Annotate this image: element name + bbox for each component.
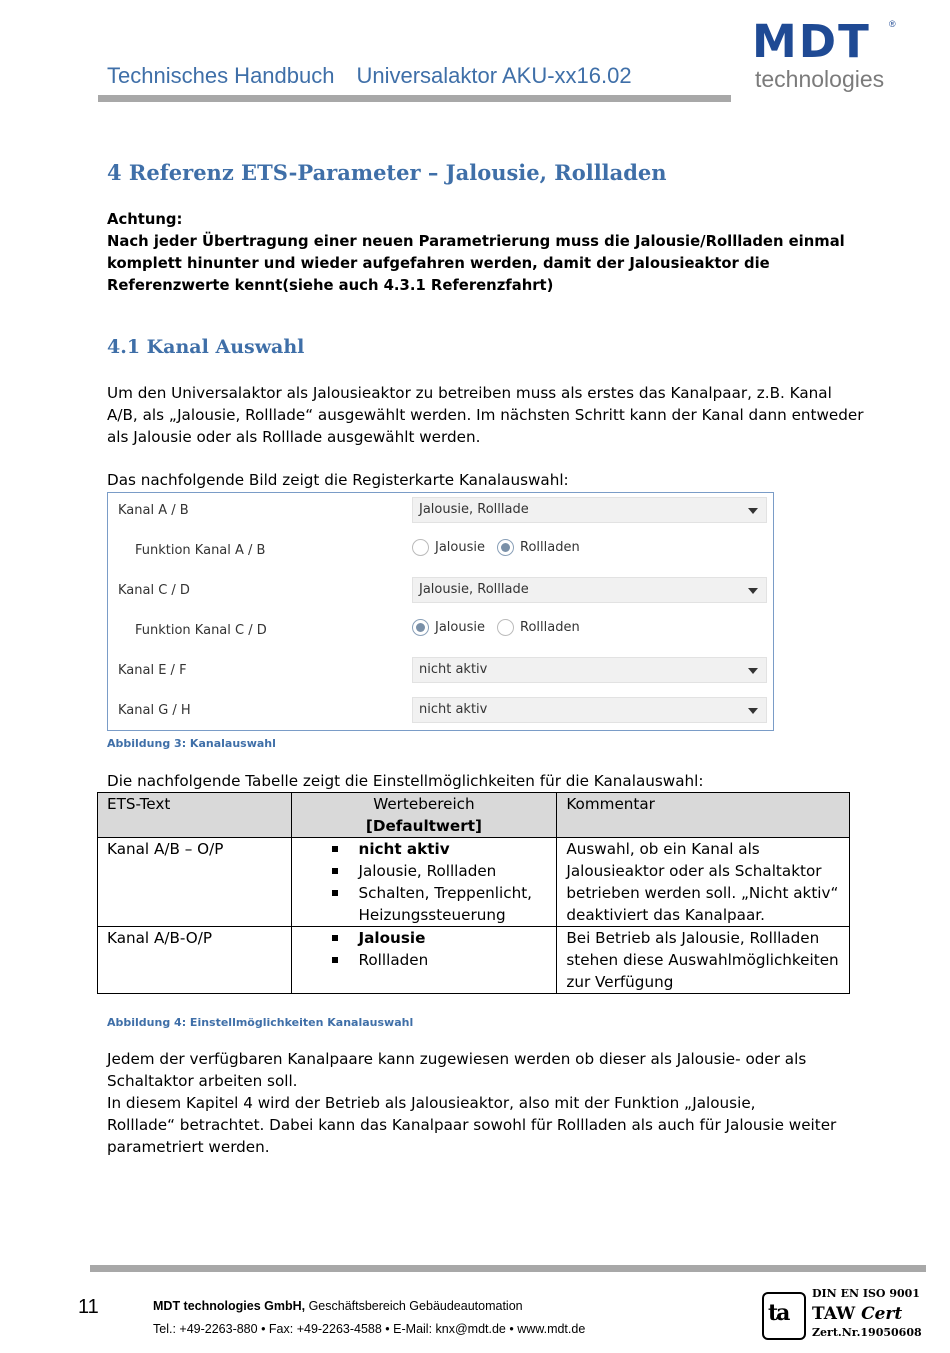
row-values — [291, 838, 557, 927]
warning-title: Achtung: — [107, 211, 183, 228]
select-value: nicht aktiv — [419, 702, 488, 717]
footer-contact: Tel.: +49-2263-880 • Fax: +49-2263-4588 • E-Mail: knx@mdt.de • www.mdt.de — [153, 1322, 586, 1336]
row-ets-text: Kanal A/B – O/P — [98, 838, 292, 927]
value-item: Schalten, Treppenlicht, Heizungssteuerung — [359, 882, 548, 926]
kanal-ef-select[interactable] — [412, 657, 767, 683]
value-item: Rollladen — [359, 949, 548, 971]
section-heading: 4 Referenz ETS-Parameter – Jalousie, Rollladen — [107, 160, 667, 185]
closing-line: In diesem Kapitel 4 wird der Betrieb als Jalousieaktor, also mit der Funktion „Jalousie, — [107, 1094, 756, 1112]
panel-label: Funktion Kanal C / D — [135, 623, 267, 638]
table-header-row — [98, 793, 850, 838]
closing-paragraph — [107, 1048, 867, 1158]
cert-text — [812, 1286, 922, 1340]
select-value: nicht aktiv — [419, 662, 488, 677]
closing-line: Schaltaktor arbeiten soll. — [107, 1072, 298, 1090]
ets-channel-selection-panel — [107, 492, 774, 731]
logo-wordmark: MDT — [752, 15, 871, 68]
closing-line: Jedem der verfügbaren Kanalpaare kann zugewiesen werden ob dieser als Jalousie- oder als — [107, 1050, 807, 1068]
chevron-down-icon — [748, 708, 758, 714]
radio-checked-icon — [412, 619, 429, 636]
closing-line: Rolllade“ betrachtet. Dabei kann das Kanalpaar sowohl für Rollladen als auch für Jalousie weiter — [107, 1116, 837, 1134]
panel-row-kanal-ab — [108, 493, 773, 533]
warning-text: Nach jeder Übertragung einer neuen Parametrierung muss die Jalousie/Rollladen einmal komplett hinunter und wieder aufgefahren werden, damit der Jalousieaktor die Referenzwerte kennt(siehe auch 4.3.1 Referenzfahrt) — [107, 233, 845, 294]
value-item-default: Jalousie — [359, 927, 548, 949]
intro-paragraph: Um den Universalaktor als Jalousieaktor zu betreiben muss als erstes das Kanalpaar, z.B. Kanal A/B, als „Jalousie, Rolllade“ ausgewählt werden. Im nächsten Schritt kann der Kanal dann entweder als Jalousie oder als Rolllade ausgewählt werden. — [107, 384, 864, 446]
cert-issuer — [812, 1302, 922, 1326]
panel-label: Kanal G / H — [118, 703, 191, 718]
cert-issuer-cert: Cert — [861, 1304, 903, 1324]
row-comment: Auswahl, ob ein Kanal als Jalousieaktor oder als Schaltaktor betrieben werden soll. „Nicht aktiv“ deaktiviert das Kanalpaar. — [557, 838, 850, 927]
closing-line: parametriert werden. — [107, 1138, 270, 1156]
company-division: Geschäftsbereich Gebäudeautomation — [305, 1299, 523, 1313]
logo-registered-mark: ® — [889, 19, 896, 29]
radio-unchecked-icon — [412, 539, 429, 556]
radio-label: Rollladen — [520, 620, 580, 635]
panel-label: Funktion Kanal A / B — [135, 543, 266, 558]
product-title: Universalaktor AKU-xx16.02 — [356, 63, 632, 88]
panel-label: Kanal A / B — [118, 503, 189, 518]
cert-issuer-taw: TAW — [812, 1304, 862, 1324]
figure-caption-3: Abbildung 3: Kanalauswahl — [107, 737, 276, 750]
manual-title: Technisches Handbuch — [107, 63, 335, 88]
mdt-logo — [752, 15, 902, 98]
kanal-gh-select[interactable] — [412, 697, 767, 723]
chevron-down-icon — [748, 508, 758, 514]
figure-caption-4: Abbildung 4: Einstellmöglichkeiten Kanalauswahl — [107, 1016, 414, 1029]
kanal-ab-select[interactable] — [412, 497, 767, 523]
header-ets-text: ETS-Text — [98, 793, 292, 838]
select-value: Jalousie, Rolllade — [419, 502, 529, 517]
row-comment: Bei Betrieb als Jalousie, Rollladen stehen diese Auswahlmöglichkeiten zur Verfügung — [557, 927, 850, 994]
row-values — [291, 927, 557, 994]
header-rule — [98, 95, 731, 102]
radio-jalousie-cd[interactable] — [412, 619, 485, 636]
panel-label: Kanal C / D — [118, 583, 190, 598]
warning-block — [107, 209, 867, 297]
cert-logo-letters: ta — [768, 1300, 789, 1326]
panel-row-kanal-ef — [108, 653, 773, 693]
figure-intro: Das nachfolgende Bild zeigt die Registerkarte Kanalauswahl: — [107, 471, 569, 489]
radio-rollladen-cd[interactable] — [497, 619, 580, 636]
header-defaultwert-label: [Defaultwert] — [365, 817, 482, 835]
panel-label: Kanal E / F — [118, 663, 187, 678]
table-row — [98, 927, 850, 994]
radio-unchecked-icon — [497, 619, 514, 636]
row-ets-text: Kanal A/B-O/P — [98, 927, 292, 994]
subsection-heading: 4.1 Kanal Auswahl — [107, 336, 305, 358]
chevron-down-icon — [748, 588, 758, 594]
panel-row-funktion-cd — [108, 613, 773, 653]
company-name: MDT technologies GmbH, — [153, 1299, 306, 1313]
cert-standard: DIN EN ISO 9001 — [812, 1287, 920, 1300]
taw-cert-logo-icon — [762, 1292, 806, 1340]
radio-jalousie-ab[interactable] — [412, 539, 485, 556]
chevron-down-icon — [748, 668, 758, 674]
table-row — [98, 838, 850, 927]
value-list — [301, 838, 548, 926]
radio-rollladen-ab[interactable] — [497, 539, 580, 556]
footer-company — [153, 1299, 523, 1313]
header-wertebereich — [291, 793, 557, 838]
panel-row-funktion-ab — [108, 533, 773, 573]
logo-tagline: technologies — [755, 66, 885, 92]
value-list — [301, 927, 548, 971]
value-item: Jalousie, Rollladen — [359, 860, 548, 882]
radio-label: Rollladen — [520, 540, 580, 555]
select-value: Jalousie, Rolllade — [419, 582, 529, 597]
header-wertebereich-label: Wertebereich — [373, 795, 475, 813]
panel-row-kanal-cd — [108, 573, 773, 613]
footer-rule — [90, 1265, 926, 1272]
radio-label: Jalousie — [435, 620, 485, 635]
header-kommentar: Kommentar — [557, 793, 850, 838]
radio-checked-icon — [497, 539, 514, 556]
value-item-default: nicht aktiv — [359, 838, 548, 860]
panel-row-kanal-gh — [108, 693, 773, 733]
radio-label: Jalousie — [435, 540, 485, 555]
kanal-cd-select[interactable] — [412, 577, 767, 603]
iso-certificate-badge — [760, 1286, 930, 1348]
cert-number: Zert.Nr.19050608 — [812, 1326, 922, 1339]
settings-table — [97, 792, 850, 994]
table-intro: Die nachfolgende Tabelle zeigt die Einstellmöglichkeiten für die Kanalauswahl: — [107, 772, 704, 790]
page-number: 11 — [78, 1296, 99, 1318]
header-title — [107, 63, 632, 89]
